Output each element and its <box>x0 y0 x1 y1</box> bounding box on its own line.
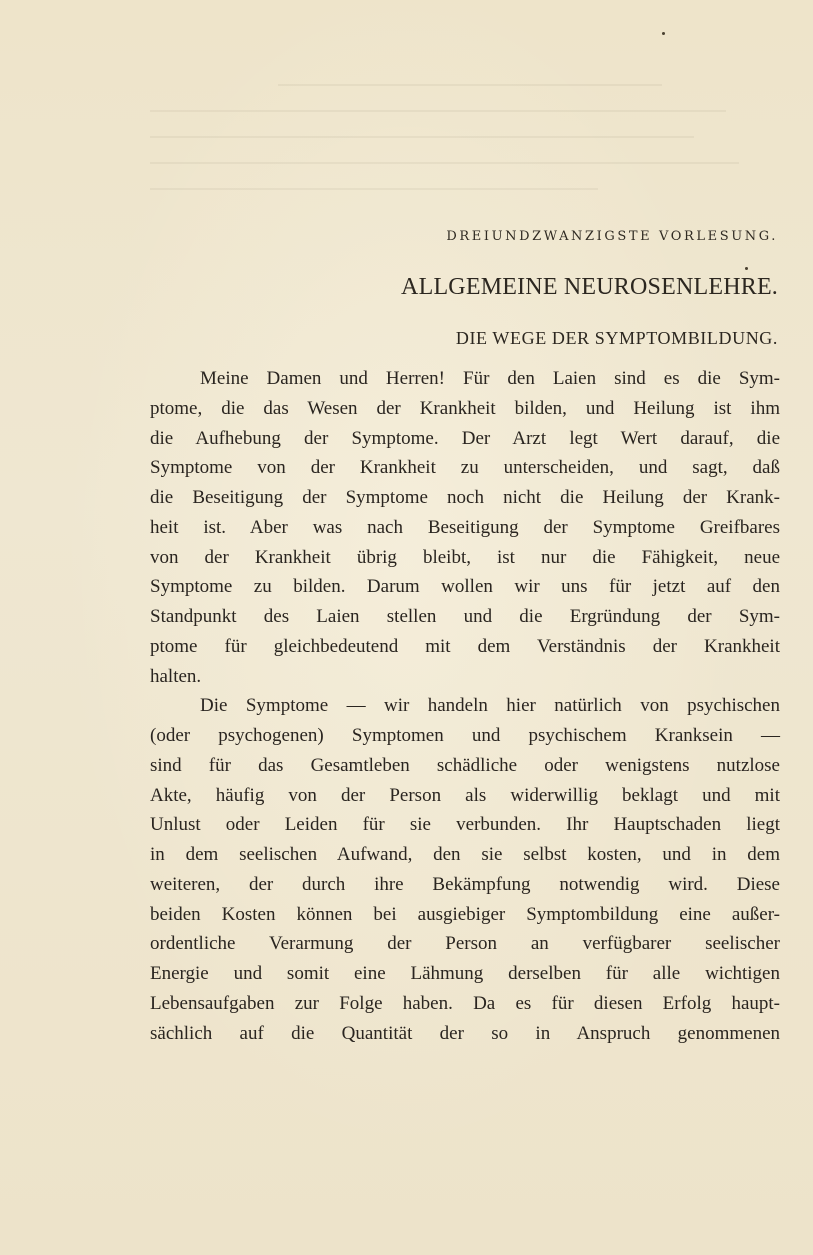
text-line: in dem seelischen Aufwand, den sie selbst kosten, und in dem <box>150 844 780 865</box>
speck-mark <box>745 267 748 270</box>
text-line: ptome, die das Wesen der Krankheit bilden, und Heilung ist ihm <box>150 397 780 419</box>
text-line: Die Symptome — wir handeln hier natürlich von psychischen <box>200 695 780 717</box>
text-line: heit ist. Aber was nach Beseitigung der Symptome Greifbares <box>150 516 780 538</box>
speck-mark <box>662 32 665 35</box>
part-title: ALLGEMEINE NEUROSENLEHRE. <box>401 274 778 300</box>
body-text <box>150 364 780 1048</box>
text-line: Standpunkt des Laien stellen und die Ergründung der Sym- <box>150 606 780 627</box>
text-line: ptome für gleichbedeutend mit dem Verständnis der Krankheit <box>150 635 780 657</box>
text-line: von der Krankheit übrig bleibt, ist nur die Fähigkeit, neue <box>150 546 780 568</box>
text-line: sind für das Gesamtleben schädliche oder wenigstens nutzlose <box>150 754 780 776</box>
lecture-heading: DREIUNDZWANZIGSTE VORLESUNG. <box>446 229 778 244</box>
text-line: Symptome zu bilden. Darum wollen wir uns für jetzt auf den <box>150 576 780 598</box>
text-line: sächlich auf die Quantität der so in Anspruch genommenen <box>150 1022 780 1044</box>
text-line: beiden Kosten können bei ausgiebiger Symptombildung eine außer- <box>150 903 780 925</box>
show-through-text <box>150 60 790 250</box>
text-line: Meine Damen und Herren! Für den Laien sind es die Sym- <box>200 368 780 389</box>
chapter-title: DIE WEGE DER SYMPTOMBILDUNG. <box>455 328 778 348</box>
text-line: die Aufhebung der Symptome. Der Arzt legt Wert darauf, die <box>150 427 780 449</box>
text-line: Lebensaufgaben zur Folge haben. Da es für diesen Erfolg haupt- <box>150 992 780 1014</box>
text-line: ordentliche Verarmung der Person an verfügbarer seelischer <box>150 933 780 955</box>
text-line: Symptome von der Krankheit zu unterscheiden, und sagt, daß <box>150 457 780 479</box>
text-line: die Beseitigung der Symptome noch nicht die Heilung der Krank- <box>150 487 780 508</box>
text-line: Akte, häufig von der Person als widerwillig beklagt und mit <box>150 784 780 806</box>
text-line: halten. <box>150 665 202 687</box>
text-line: weiteren, der durch ihre Bekämpfung notwendig wird. Diese <box>150 873 780 895</box>
text-line: Energie und somit eine Lähmung derselben für alle wichtigen <box>150 963 780 984</box>
text-line: (oder psychogenen) Symptomen und psychischem Kranksein — <box>150 725 780 746</box>
text-line: Unlust oder Leiden für sie verbunden. Ihr Hauptschaden liegt <box>150 814 780 836</box>
